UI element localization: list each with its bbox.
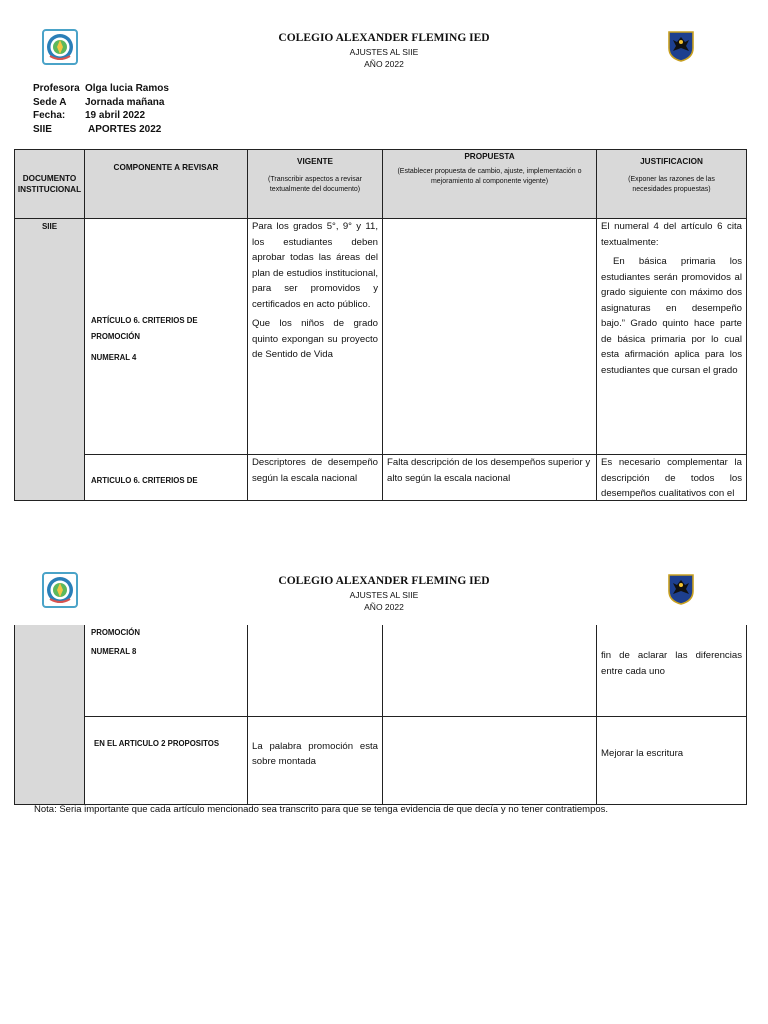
info-block [33,82,169,136]
info-row-date: Fecha: 19 abril 2022 [33,110,146,121]
doc-year: AÑO 2022 [364,602,404,612]
cell-vigente: La palabra promoción esta sobre montada [248,716,383,804]
table-row [15,716,747,804]
table-header-row [15,150,747,219]
info-row-siie: SIIE APORTES 2022 [33,123,162,135]
cell-propuesta [383,716,597,804]
header-propuesta: PROPUESTA (Establecer propuesta de cambio, ajuste, implementación o mejoramiento al componente vigente) [383,150,597,219]
cell-componente: EN EL ARTICULO 2 PROPOSITOS [85,716,248,804]
table-row [15,625,747,716]
cell-componente: ARTICULO 6. CRITERIOS DE [85,455,248,501]
header-componente: COMPONENTE A REVISAR [85,150,248,219]
doc-subtitle: AJUSTES AL SIIE [349,590,419,600]
cell-propuesta [383,625,597,716]
cell-justificacion: El numeral 4 del artículo 6 cita textualmente: En básica primaria los estudiantes serán promovidos al grado siguiente con máximo dos asignaturas en desempeño bajo.” Grado quinto hace parte de básica primaria por lo cual esta afirmación aplica para los estudiantes que cursan el grado [597,219,747,455]
cell-propuesta [383,219,597,455]
cell-vigente: Para los grados 5°, 9° y 11, los estudiantes deben aprobar todas las áreas del plan de estudios institucional, para ser promovidos y certificados en acto público. Que los niños de grado quinto expongan su proyecto de Sentido de Vida [248,219,383,455]
cell-documento: SIIE [15,219,85,501]
info-row-teacher: Profesora Olga lucia Ramos [33,83,169,94]
crest-icon [667,573,695,605]
header-documento: DOCUMENTO INSTITUCIONAL [15,150,85,219]
crest-icon [667,30,695,62]
table-row [15,219,747,455]
cell-justificacion: fin de aclarar las diferencias entre cada uno [597,625,747,716]
cell-componente: ARTÍCULO 6. CRITERIOS DE PROMOCIÓN NUMERAL 4 [85,219,248,455]
footnote: Nota: Seria importante que cada artículo mencionado sea transcrito para que se tenga evidencia de que decía y no tener contratiempos. [34,804,609,815]
review-table [14,149,747,501]
school-title: COLEGIO ALEXANDER FLEMING IED [278,575,490,587]
doc-subtitle: AJUSTES AL SIIE [349,47,419,57]
review-table-continued [14,625,747,805]
cell-propuesta: Falta descripción de los desempeños superior y alto según la escala nacional [383,455,597,501]
header-vigente: VIGENTE (Transcribir aspectos a revisar textualmente del documento) [248,150,383,219]
header-justificacion: JUSTIFICACION (Exponer las razones de las necesidades propuestas) [597,150,747,219]
cell-documento [15,625,85,804]
table-row [15,455,747,501]
doc-year: AÑO 2022 [364,59,404,69]
school-title: COLEGIO ALEXANDER FLEMING IED [278,32,490,44]
cell-vigente [248,625,383,716]
cell-componente: PROMOCIÓN NUMERAL 8 [85,625,248,716]
cell-justificacion: Mejorar la escritura [597,716,747,804]
info-row-site: Sede A Jornada mañana [33,96,165,108]
cell-justificacion: Es necesario complementar la descripción de todos los desempeños cualitativos con el [597,455,747,501]
cell-vigente: Descriptores de desempeño según la escala nacional [248,455,383,501]
